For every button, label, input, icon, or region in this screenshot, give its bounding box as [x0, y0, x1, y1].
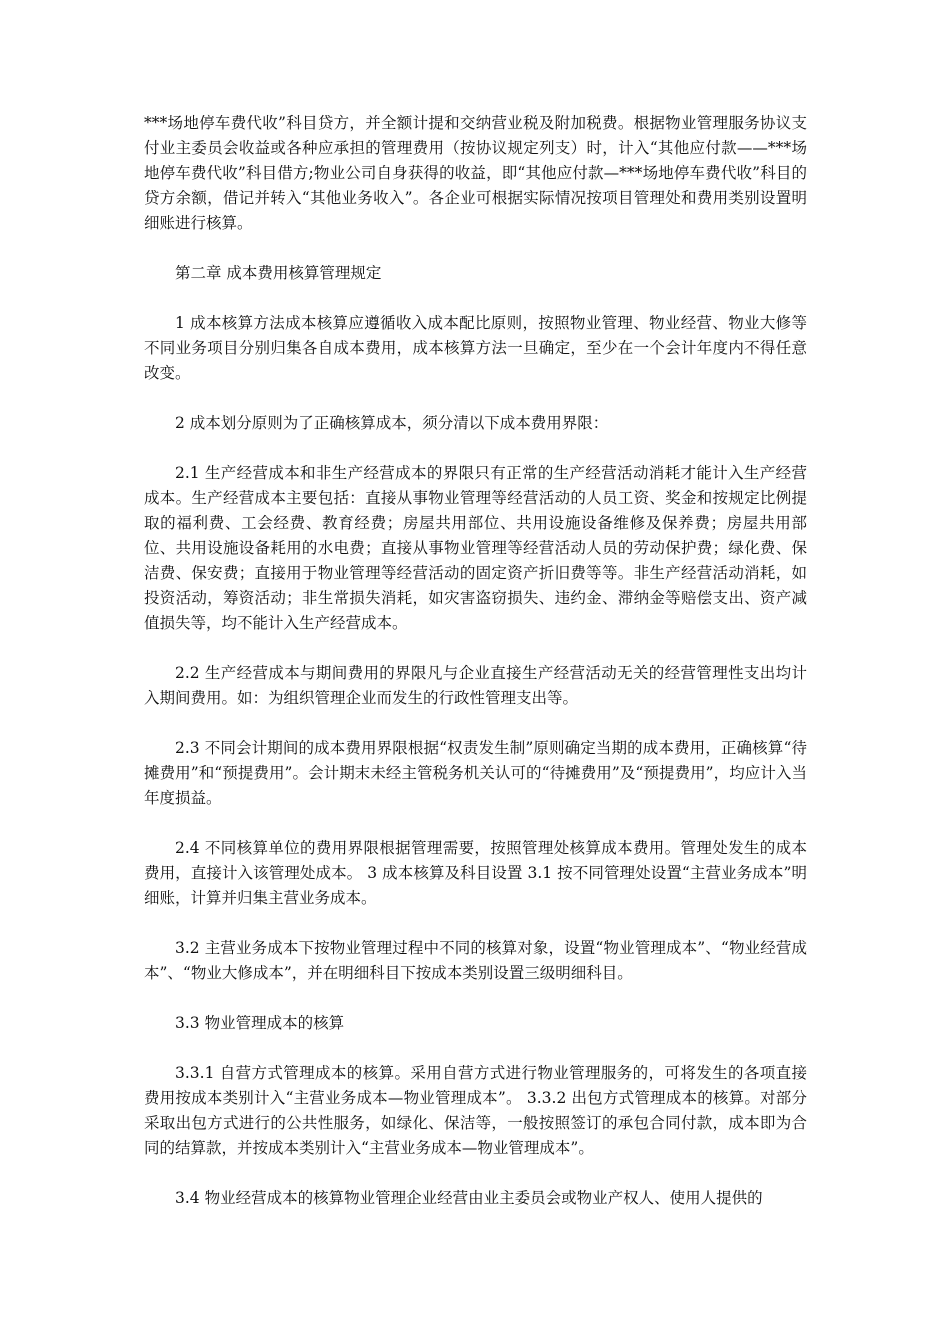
paragraph-2-1: 2.1 生产经营成本和非生产经营成本的界限只有正常的生产经营活动消耗才能计入生产经营成本。生产经营成本主要包括：直接从事物业管理等经营活动的人员工资、奖金和按规定比例提取的福利费、工会经费、教育经费；房屋共用部位、共用设施设备维修及保养费；房屋共用部位、共用设施设备耗用的水电费；直接从事物业管理等经营活动人员的劳动保护费；绿化费、保洁费、保安费；直接用于物业管理等经营活动的固定资产折旧费等等。非生产经营活动消耗，如投资活动，筹资活动；非生常损失消耗，如灾害盗窃损失、违约金、滞纳金等赔偿支出、资产减值损失等，均不能计入生产经营成本。	[144, 464, 807, 632]
paragraph-2-2: 2.2 生产经营成本与期间费用的界限凡与企业直接生产经营活动无关的经营管理性支出均计入期间费用。如：为组织管理企业而发生的行政性管理支出等。	[144, 664, 807, 707]
paragraph-cost-method: 1 成本核算方法成本核算应遵循收入成本配比原则，按照物业管理、物业经营、物业大修等不同业务项目分别归集各自成本费用，成本核算方法一旦确定，至少在一个会计年度内不得任意改变。	[144, 314, 807, 382]
paragraph-3-2: 3.2 主营业务成本下按物业管理过程中不同的核算对象，设置“物业管理成本”、“物业经营成本”、“物业大修成本”，并在明细科目下按成本类别设置三级明细科目。	[144, 939, 807, 982]
paragraph-3-4: 3.4 物业经营成本的核算物业管理企业经营由业主委员会或物业产权人、使用人提供的	[175, 1189, 763, 1207]
paragraph-parking-fee: ***场地停车费代收”科目贷方，并全额计提和交纳营业税及附加税费。根据物业管理服务协议支付业主委员会收益或各种应承担的管理费用（按协议规定列支）时，计入“其他应付款——***场地停车费代收”科目借方;物业公司自身获得的收益，即“其他应付款—***场地停车费代收”科目的贷方余额，借记并转入“其他业务收入”。各企业可根据实际情况按项目管理处和费用类别设置明细账进行核算。	[144, 114, 807, 232]
paragraph-cost-division: 2 成本划分原则为了正确核算成本，须分清以下成本费用界限：	[175, 414, 609, 432]
paragraph-2-3: 2.3 不同会计期间的成本费用界限根据“权责发生制”原则确定当期的成本费用，正确核算“待摊费用”和“预提费用”。会计期末未经主管税务机关认可的“待摊费用”及“预提费用”，均应计入当年度损益。	[144, 739, 807, 807]
chapter-heading: 第二章 成本费用核算管理规定	[175, 264, 382, 282]
paragraph-3-3-1: 3.3.1 自营方式管理成本的核算。采用自营方式进行物业管理服务的，可将发生的各项直接费用按成本类别计入“主营业务成本—物业管理成本”。 3.3.2 出包方式管理成本的核算。对部分采取出包方式进行的公共性服务，如绿化、保洁等，一般按照签订的承包合同付款，成本即为合同的结算款，并按成本类别计入“主营业务成本—物业管理成本”。	[144, 1064, 807, 1157]
document-body	[144, 111, 807, 1211]
paragraph-2-4: 2.4 不同核算单位的费用界限根据管理需要，按照管理处核算成本费用。管理处发生的成本费用，直接计入该管理处成本。 3 成本核算及科目设置 3.1 按不同管理处设置“主营业务成本”明细账，计算并归集主营业务成本。	[144, 839, 807, 907]
paragraph-3-3: 3.3 物业管理成本的核算	[175, 1014, 345, 1032]
